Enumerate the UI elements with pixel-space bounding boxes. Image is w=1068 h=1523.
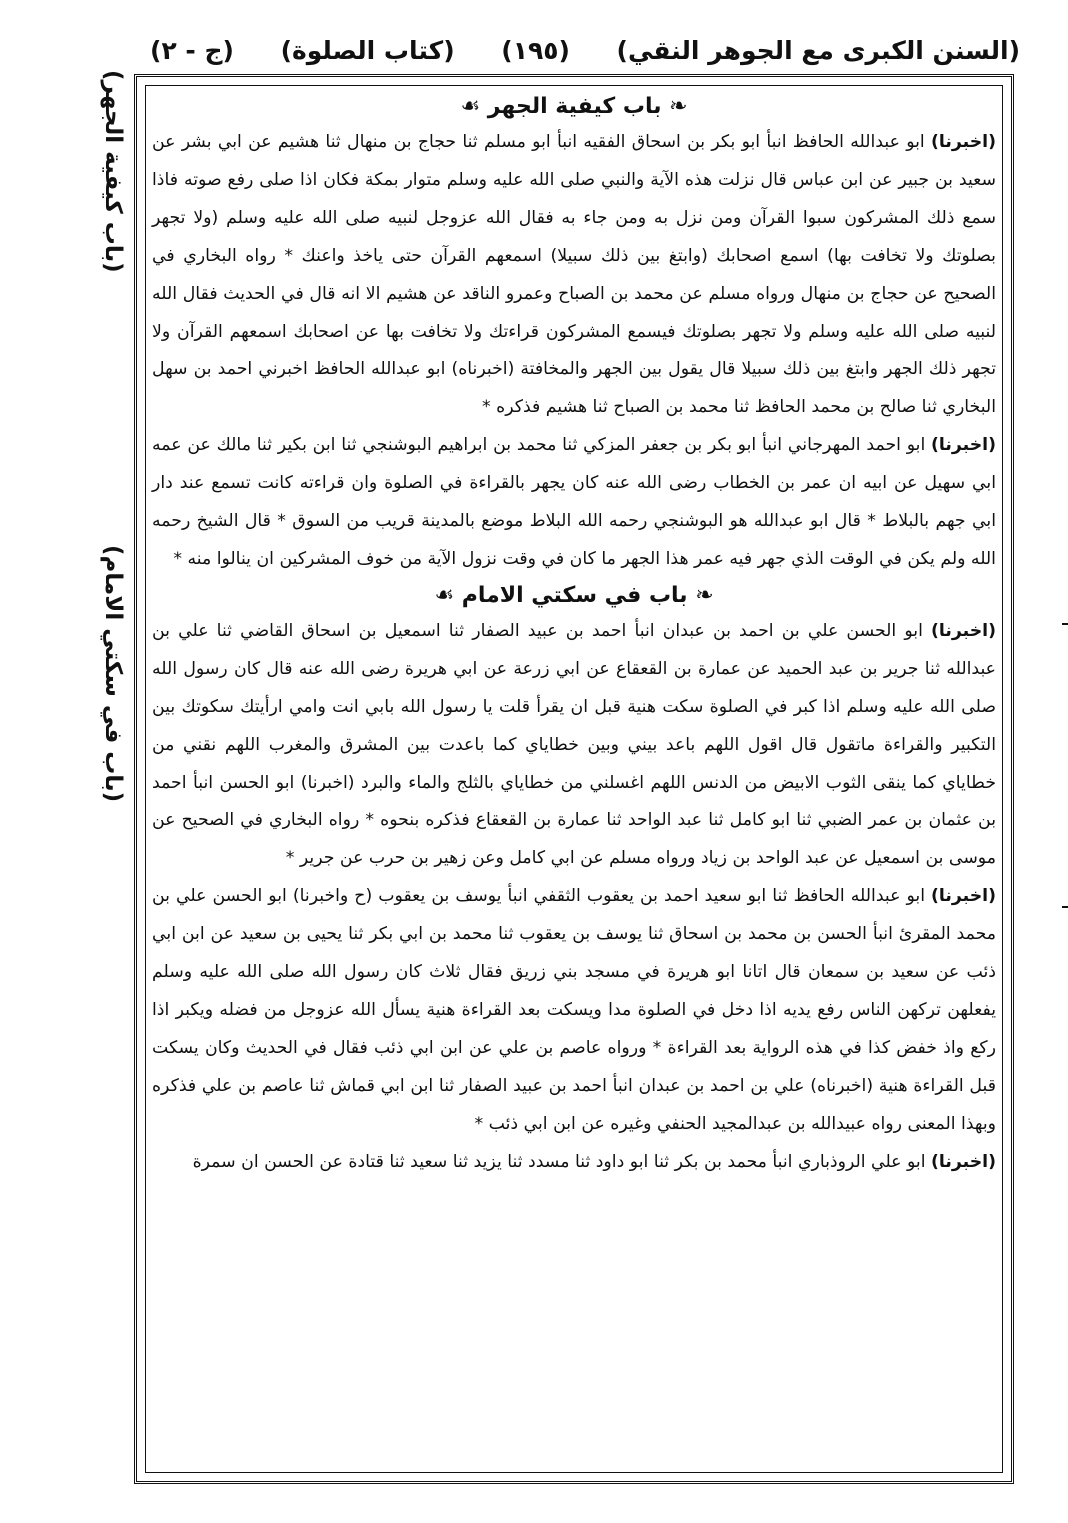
margin-mark xyxy=(1062,906,1068,908)
paragraph-text: ابو عبدالله الحافظ انبأ ابو بكر بن اسحاق الفقيه انبأ ابو مسلم ثنا حجاج بن منهال ثنا هشيم عن ابي بشر عن سعيد بن جبير عن ابن عباس قال نزلت هذه الآية والنبي صلى الله عليه وسلم متوار بمكة فكان اذا صلى رفع صوته فاذا سمع ذلك المشركون سبوا القرآن ومن نزل به ومن جاء به فقال الله عزوجل لنبيه صلى الله عليه وسلم (ولا تجهر بصلوتك ولا تخافت بها) اسمع اصحابك (وابتغ بين ذلك سبيلا) اسمعهم القرآن حتى ياخذ واعنك * رواه البخاري في الصحيح عن حجاج بن منهال ورواه مسلم عن محمد بن الصباح وعمرو الناقد عن هشيم الا انه قال في الحديث فقال الله لنبيه صلى الله عليه وسلم ولا تجهر بصلوتك فيسمع المشركون قراءتك ولا تخافت بها عن اصحابك اسمعهم القرآن ولا تجهر ذلك الجهر وابتغ بين ذلك سبيلا قال يقول بين الجهر والمخافتة (اخبرناه) ابو عبدالله الحافظ اخبرني احمد بن سهل البخاري ثنا صالح بن محمد الحافظ ثنا محمد بن الصباح ثنا هشيم فذكره * xyxy=(152,132,996,418)
paragraph-lead: (اخبرنا) xyxy=(931,886,996,907)
chapter-title: باب كيفية الجهر xyxy=(487,94,662,119)
chapter-heading: ❧ باب كيفية الجهر ☙ xyxy=(460,94,688,119)
side-note-chapter-1: (باب كيفية الجهر) xyxy=(100,70,126,273)
paragraph-lead: (اخبرنا) xyxy=(931,132,996,152)
paragraph-lead: (اخبرنا) xyxy=(931,1151,996,1172)
text-frame xyxy=(134,74,1014,1484)
paragraph-text: ابو عبدالله الحافظ ثنا ابو سعيد احمد بن يعقوب الثقفي انبأ يوسف بن يعقوب (ح واخبرنا) ابو الحسن علي بن محمد المقرئ انبأ الحسن بن محمد بن اسحاق ثنا يوسف بن يعقوب ثنا محمد بن ابي بكر ثنا يحيى بن سعيد عن ابن ابي ذئب عن سعيد بن سمعان قال اتانا ابو هريرة في مسجد بني زريق فقال ثلاث كان رسول الله صلى الله عليه وسلم يفعلهن تركهن الناس رفع يديه اذا دخل في الصلوة مدا ويسكت بعد القراءة هنية يسأل الله عزوجل من فضله ويكبر اذا ركع واذ خفض كذا في هذه الرواية بعد القراءة * ورواه عاصم بن علي عن ابن ابي ذئب فقال في الحديث وكان يسكت قبل القراءة هنية (اخبرناه) علي بن احمد بن عبدان انبأ احمد بن عبيد الصفار ثنا ابن ابي قماش ثنا عاصم بن علي فذكره وبهذا المعنى رواه عبيدالله بن عبدالمجيد الحنفي وغيره عن ابن ابي ذئب * xyxy=(152,886,996,1134)
margin-mark xyxy=(1062,623,1068,625)
page-header xyxy=(150,28,1020,72)
volume-label: (ج - ٢) xyxy=(150,35,234,65)
text-block xyxy=(145,85,1003,1473)
hadith-paragraph xyxy=(152,427,996,579)
hadith-paragraph xyxy=(152,124,996,427)
paragraph-lead: (اخبرنا) xyxy=(931,435,996,456)
paragraph-text: ابو علي الروذباري انبأ محمد بن بكر ثنا ابو داود ثنا مسدد ثنا يزيد ثنا سعيد ثنا قتادة عن الحسن ان سمرة xyxy=(192,1151,932,1172)
paragraph-text: ابو الحسن علي بن احمد بن عبدان انبأ احمد بن عبيد الصفار ثنا اسمعيل بن اسحاق القاضي ثنا علي بن عبدالله ثنا جرير بن عبد الحميد عن عمارة بن القعقاع عن ابي زرعة عن ابي هريرة رضى الله عنه قال كان رسول الله صلى الله عليه وسلم اذا كبر في الصلوة سكت هنية قبل ان يقرأ قلت يا رسول الله بابي انت وامي ارأيتك سكوتك بين التكبير والقراءة ماتقول قال اقول اللهم باعد بيني وبين خطاياي كما باعدت بين المشرق والمغرب اللهم نقني من خطاياي كما ينقى الثوب الابيض من الدنس اللهم اغسلني من خطاياي بالثلج والماء والبرد (اخبرنا) ابو الحسن انبأ احمد بن عثمان بن عمر الضبي ثنا ابو كامل ثنا عبد الواحد ثنا عمارة بن القعقاع فذكره بنحوه * رواه البخاري في الصحيح عن موسى بن اسمعيل عن عبد الواحد بن زياد ورواه مسلم عن ابي كامل وعن زهير بن حرب عن جرير * xyxy=(152,620,996,869)
chapter-title: باب في سكتي الامام xyxy=(461,582,688,608)
paragraph-text: ابو احمد المهرجاني انبأ ابو بكر بن جعفر المزكي ثنا محمد بن ابراهيم البوشنجي ثنا ابن بكير ثنا مالك عن عمه ابي سهيل عن ابيه ان عمر بن الخطاب رضى الله عنه كان يجهر بالقراءة في الصلوة وان قراءته كانت تسمع عند دار ابي جهم بالبلاط * قال ابو عبدالله هو البوشنجي رحمه الله البلاط موضع بالمدينة قريب من السوق * قال الشيخ رحمه الله ولم يكن في الوقت الذي جهر فيه عمر هذا الجهر ما كان في وقت نزول الآية من خوف المشركين ان ينالوا منه * xyxy=(152,435,996,569)
chapter-heading: ❧ باب في سكتي الامام ☙ xyxy=(434,582,714,608)
hadith-paragraph xyxy=(152,613,996,878)
page-number: (١٩٥) xyxy=(501,35,570,65)
side-note-chapter-2: (باب في سكتي الامام) xyxy=(100,545,126,803)
section-title: (كتاب الصلوة) xyxy=(280,35,455,65)
book-title: (السنن الكبرى مع الجوهر النقي) xyxy=(616,35,1020,65)
paragraph-lead: (اخبرنا) xyxy=(931,620,996,641)
hadith-paragraph xyxy=(152,1144,996,1182)
hadith-paragraph xyxy=(152,878,996,1143)
